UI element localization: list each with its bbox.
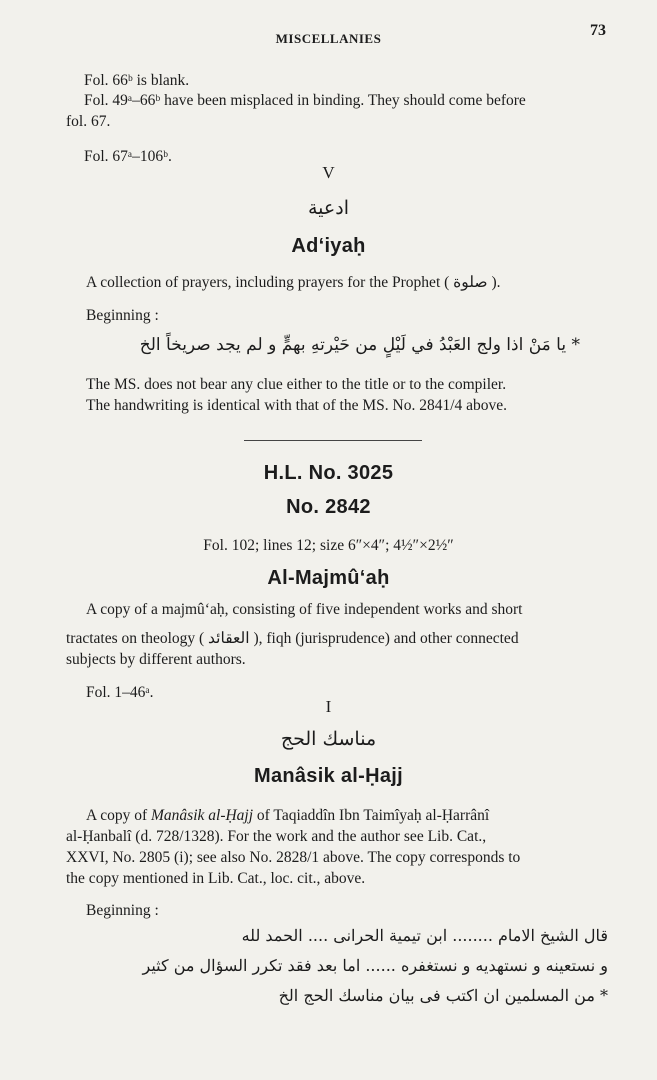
page-number: 73 — [590, 22, 606, 39]
section-roman: V — [322, 163, 335, 182]
description: A collection of prayers, including prayers for the Prophet ( صلوة ). — [86, 274, 501, 291]
description-line — [86, 806, 489, 826]
divider — [244, 440, 422, 441]
description-line: al-Ḥanbalî (d. 728/1328). For the work and the author see Lib. Cat., — [66, 828, 487, 845]
folio-info: Fol. 102; lines 12; size 6″×4″; 4½″×2½″ — [203, 537, 454, 554]
arabic-line: * من المسلمين ان اكتب فی بيان مناسك الحج الخ — [278, 986, 608, 1005]
text-line: fol. 67. — [66, 113, 111, 130]
arabic-line: قال الشيخ الامام ........ ابن تيمية الحرانی .... الحمد لله — [241, 926, 608, 945]
arabic-line: و نستعينه و نستهديه و نستغفره ...... اما بعد فقد تكرر السؤال من كثير — [142, 956, 608, 975]
section-title: Ad‘iyaḥ — [291, 235, 366, 257]
hl-number: H.L. No. 3025 — [263, 462, 394, 484]
description-line: XXVI, No. 2805 (i); see also No. 2828/1 above. The copy corresponds to — [66, 849, 521, 866]
beginning-label: Beginning : — [86, 902, 159, 919]
folio-range: Fol. 1–46ᵃ. — [86, 684, 154, 701]
note-line: The MS. does not bear any clue either to the title or to the compiler. — [86, 376, 507, 393]
arabic-title: مناسك الحج — [280, 728, 377, 750]
text-line: Fol. 49ᵃ–66ᵇ have been misplaced in binding. They should come before — [84, 92, 526, 109]
section-title: Manâsik al-Ḥajj — [253, 765, 403, 787]
arabic-beginning: * يا مَنْ اذا ولج العَبْدُ في لَيْلٍ من حَيْرتهِ بهمٍّ و لم يجد صريخاً الخ — [139, 335, 580, 355]
text-line: Fol. 66ᵇ is blank. — [84, 72, 190, 89]
section-roman: I — [325, 697, 332, 716]
running-title: MISCELLANIES — [275, 31, 382, 46]
note-line: The handwriting is identical with that of the MS. No. 2841/4 above. — [86, 397, 508, 414]
work-title: Manâsik al-Ḥajj — [151, 807, 254, 824]
beginning-label: Beginning : — [86, 307, 159, 324]
description-line: tractates on theology ( العقائد ), fiqh (jurisprudence) and other connected — [66, 630, 519, 647]
description-line: A copy of a majmû‘aḥ, consisting of five independent works and short — [86, 601, 523, 618]
description-line: the copy mentioned in Lib. Cat., loc. cit., above. — [66, 870, 366, 887]
text-span: of Taqiaddîn Ibn Taimîyaḥ al-Ḥarrânî — [253, 807, 490, 824]
arabic-title: ادعية — [308, 197, 349, 219]
text-line: Fol. 67ᵃ–106ᵇ. — [84, 148, 172, 165]
text-span: A copy of — [86, 807, 152, 824]
section-title: Al-Majmû‘aḥ — [267, 567, 390, 589]
catalog-number: No. 2842 — [286, 496, 371, 518]
description-line: subjects by different authors. — [66, 651, 246, 668]
